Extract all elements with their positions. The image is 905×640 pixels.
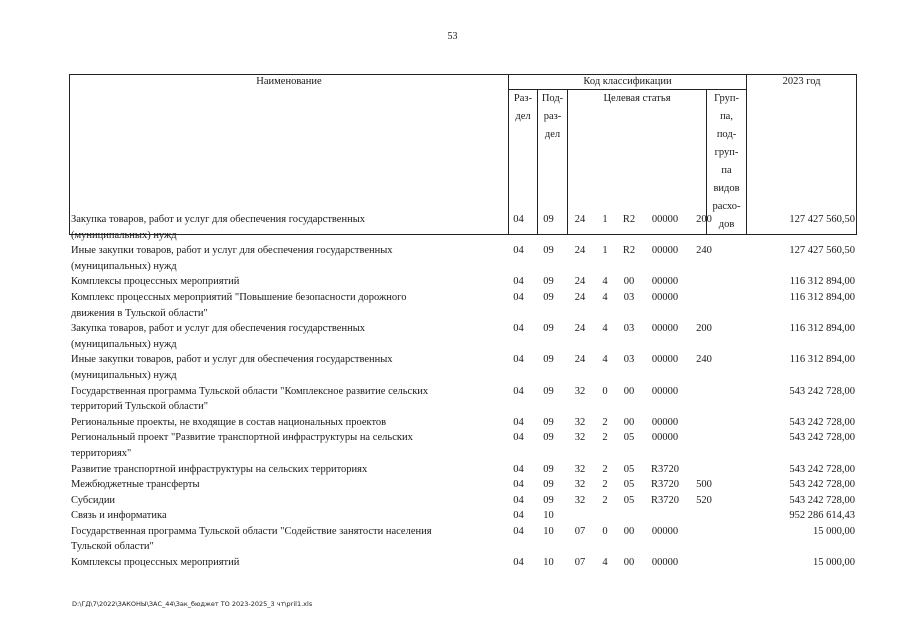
row-name-cell — [69, 462, 505, 478]
subsection-cell: 09 — [543, 354, 554, 366]
section-cell: 04 — [513, 385, 524, 397]
row-name-cell — [69, 524, 505, 555]
expense-group-cell — [687, 384, 721, 415]
expense-group-cell — [687, 524, 721, 555]
target-program-cell: 24 — [574, 214, 586, 225]
table-row — [69, 415, 856, 431]
section-cell: 04 — [513, 354, 524, 366]
subsection-cell: 09 — [543, 291, 554, 303]
subsection-cell: 09 — [543, 416, 554, 428]
target-event-cell: 05 — [623, 432, 635, 444]
subsection-cell: 09 — [543, 432, 554, 444]
row-name-line: Развитие транспортной инфраструктуры на сельских территориях — [71, 463, 368, 475]
target-program-cell: 32 — [574, 463, 586, 475]
target-direction-cell: R3720 — [650, 494, 679, 506]
target-subprogram-cell: 2 — [602, 463, 608, 475]
row-name-line: Региональный проект "Развитие транспортной инфраструктуры на сельских — [71, 432, 413, 444]
table-row — [69, 555, 856, 571]
row-name-line: территориях" — [71, 447, 132, 459]
row-name-cell — [69, 212, 505, 243]
amount-cell: 127 427 560,50 — [789, 214, 855, 225]
expense-group-cell: 500 — [696, 479, 712, 491]
row-name-line: движения в Тульской области" — [71, 307, 208, 319]
target-program-cell: 24 — [574, 354, 586, 366]
subsection-cell: 09 — [543, 245, 554, 257]
target-program-cell: 24 — [574, 323, 586, 335]
table-row — [69, 290, 856, 321]
target-event-cell: 05 — [623, 479, 635, 491]
section-cell: 04 — [513, 557, 524, 569]
section-cell: 04 — [513, 432, 524, 444]
target-program-cell: 07 — [574, 557, 586, 569]
subsection-cell: 09 — [543, 479, 554, 491]
target-subprogram-cell — [595, 508, 615, 524]
target-program-cell: 07 — [574, 525, 586, 537]
target-subprogram-cell: 4 — [602, 354, 608, 366]
row-name-line: Закупка товаров, работ и услуг для обеспечения государственных — [71, 214, 366, 225]
target-event-cell: 05 — [623, 494, 635, 506]
header-classification: Код классификации — [509, 75, 747, 90]
expense-group-cell: 240 — [696, 354, 712, 366]
subsection-cell: 09 — [543, 463, 554, 475]
target-direction-cell: 00000 — [651, 354, 679, 366]
amount-cell: 15 000,00 — [813, 525, 855, 537]
amount-cell: 543 242 728,00 — [789, 385, 855, 397]
target-direction-cell: 00000 — [651, 214, 679, 225]
header-year: 2023 год — [747, 75, 857, 235]
row-name-cell — [69, 415, 505, 431]
target-subprogram-cell: 4 — [602, 276, 608, 288]
row-name-cell — [69, 477, 505, 493]
target-subprogram-cell: 1 — [602, 214, 608, 225]
section-cell: 04 — [513, 214, 524, 225]
header-target-article: Целевая статья — [568, 90, 707, 235]
row-name-line: (муниципальных) нужд — [71, 229, 177, 241]
target-direction-cell: 00000 — [651, 432, 679, 444]
row-name-cell — [69, 384, 505, 415]
header-group-line: видов — [713, 183, 740, 194]
target-event-cell: 00 — [623, 525, 635, 537]
row-name-line: Субсидии — [71, 494, 116, 506]
subsection-cell: 09 — [543, 494, 554, 506]
target-direction-cell: 00000 — [651, 245, 679, 257]
header-section-line: дел — [515, 111, 531, 122]
section-cell: 04 — [513, 416, 524, 428]
expense-group-cell: 520 — [696, 494, 712, 506]
row-name-line: Межбюджетные трансферты — [71, 479, 200, 491]
subsection-cell: 10 — [543, 525, 554, 537]
target-direction-cell: 00000 — [651, 525, 679, 537]
target-subprogram-cell: 1 — [602, 245, 608, 257]
target-program-cell: 32 — [574, 385, 586, 397]
amount-cell: 543 242 728,00 — [789, 494, 855, 506]
target-program-cell — [565, 508, 595, 524]
row-name-line: Закупка товаров, работ и услуг для обеспечения государственных — [71, 323, 366, 335]
table-row — [69, 274, 856, 290]
target-event-cell: 00 — [623, 416, 635, 428]
section-cell: 04 — [513, 323, 524, 335]
target-direction-cell: R3720 — [650, 463, 679, 475]
row-name-line: Комплекс процессных мероприятий "Повышение безопасности дорожного — [71, 291, 407, 303]
header-group-line: па — [721, 165, 732, 176]
target-event-cell: 03 — [623, 291, 635, 303]
target-direction-cell: 00000 — [651, 416, 679, 428]
section-cell: 04 — [513, 245, 524, 257]
section-cell: 04 — [513, 510, 524, 522]
target-direction-cell — [643, 508, 687, 524]
subsection-cell: 09 — [543, 385, 554, 397]
file-path-footer: D:\ГД\7\2022\ЗАКОНЫ\ЗАС_44\Зак_бюджет ТО 2023-2025_3 чт\pril1.xls — [72, 600, 313, 608]
row-name-cell — [69, 430, 505, 461]
row-name-line: Государственная программа Тульской области "Содействие занятости населения — [71, 525, 432, 537]
header-subsection-line: раз- — [543, 111, 562, 122]
subsection-cell: 10 — [543, 510, 554, 522]
page-number: 53 — [447, 31, 458, 42]
table-row — [69, 430, 856, 461]
row-name-cell — [69, 321, 505, 352]
table-row — [69, 493, 856, 509]
subsection-cell: 09 — [543, 323, 554, 335]
amount-cell: 116 312 894,00 — [789, 323, 855, 335]
target-event-cell: R2 — [622, 214, 636, 225]
subsection-cell: 09 — [543, 214, 554, 225]
target-subprogram-cell: 2 — [602, 494, 608, 506]
target-event-cell: 05 — [623, 463, 635, 475]
expense-group-cell — [687, 274, 721, 290]
amount-cell: 15 000,00 — [813, 557, 855, 569]
target-program-cell: 32 — [574, 494, 586, 506]
row-name-line: Региональные проекты, не входящие в состав национальных проектов — [71, 416, 387, 428]
header-group-line: дов — [718, 219, 735, 230]
amount-cell: 543 242 728,00 — [789, 416, 855, 428]
subsection-cell: 10 — [543, 557, 554, 569]
section-cell: 04 — [513, 479, 524, 491]
row-name-line: (муниципальных) нужд — [71, 260, 177, 272]
target-event-cell — [615, 508, 643, 524]
amount-cell: 116 312 894,00 — [789, 354, 855, 366]
target-subprogram-cell: 4 — [602, 557, 608, 569]
header-group-line: па, — [720, 111, 733, 122]
header-section-line: Раз- — [513, 93, 533, 104]
target-event-cell: 00 — [623, 276, 635, 288]
row-name-line: (муниципальных) нужд — [71, 338, 177, 350]
row-name-line: Иные закупки товаров, работ и услуг для обеспечения государственных — [71, 245, 393, 257]
expense-group-cell — [687, 555, 721, 571]
row-name-line: Иные закупки товаров, работ и услуг для обеспечения государственных — [71, 354, 393, 366]
row-name-line: Комплексы процессных мероприятий — [71, 557, 240, 569]
target-subprogram-cell: 2 — [602, 432, 608, 444]
header-subsection-line: Под- — [541, 93, 564, 104]
row-name-line: (муниципальных) нужд — [71, 369, 177, 381]
target-direction-cell: 00000 — [651, 385, 679, 397]
amount-cell: 543 242 728,00 — [789, 432, 855, 444]
header-group-line: расхо- — [712, 201, 741, 212]
amount-cell: 543 242 728,00 — [789, 463, 855, 475]
target-event-cell: 00 — [623, 385, 635, 397]
target-program-cell: 32 — [574, 416, 586, 428]
target-direction-cell: 00000 — [651, 291, 679, 303]
amount-cell: 116 312 894,00 — [789, 291, 855, 303]
target-program-cell: 24 — [574, 291, 586, 303]
header-name: Наименование — [70, 75, 509, 235]
section-cell: 04 — [513, 291, 524, 303]
expense-group-cell: 200 — [696, 323, 712, 335]
section-cell: 04 — [513, 494, 524, 506]
target-program-cell: 32 — [574, 432, 586, 444]
table-row — [69, 212, 856, 243]
table-row — [69, 462, 856, 478]
row-name-line: Связь и информатика — [71, 510, 167, 522]
target-subprogram-cell: 0 — [602, 385, 608, 397]
table-row — [69, 243, 856, 274]
row-name-cell — [69, 493, 505, 509]
target-direction-cell: 00000 — [651, 323, 679, 335]
amount-cell: 116 312 894,00 — [789, 276, 855, 288]
expense-group-cell — [687, 290, 721, 321]
section-cell: 04 — [513, 525, 524, 537]
table-row — [69, 321, 856, 352]
row-name-line: Тульской области" — [71, 541, 154, 553]
row-name-line: Государственная программа Тульской области "Комплексное развитие сельских — [71, 385, 429, 397]
row-name-cell — [69, 352, 505, 383]
target-program-cell: 32 — [574, 479, 586, 491]
table-row — [69, 508, 856, 524]
row-name-cell — [69, 290, 505, 321]
target-direction-cell: 00000 — [651, 557, 679, 569]
expense-group-cell — [687, 415, 721, 431]
target-event-cell: 03 — [623, 354, 635, 366]
row-name-line: территорий Тульской области" — [71, 401, 208, 413]
target-direction-cell: 00000 — [651, 276, 679, 288]
expense-group-cell — [687, 462, 721, 478]
row-name-cell — [69, 274, 505, 290]
header-table — [69, 74, 857, 235]
target-subprogram-cell: 2 — [602, 416, 608, 428]
amount-cell: 952 286 614,43 — [789, 510, 855, 522]
subsection-cell: 09 — [543, 276, 554, 288]
table-row — [69, 352, 856, 383]
target-subprogram-cell: 4 — [602, 291, 608, 303]
header-group-line: Груп- — [714, 93, 739, 104]
target-subprogram-cell: 2 — [602, 479, 608, 491]
row-name-line: Комплексы процессных мероприятий — [71, 276, 240, 288]
row-name-cell — [69, 243, 505, 274]
expense-group-cell — [687, 430, 721, 461]
expense-group-cell: 200 — [696, 214, 712, 225]
target-program-cell: 24 — [574, 276, 586, 288]
target-event-cell: 03 — [623, 323, 635, 335]
table-row — [69, 524, 856, 555]
table-row — [69, 384, 856, 415]
row-name-cell — [69, 508, 505, 524]
budget-table-body — [69, 212, 856, 571]
section-cell: 04 — [513, 276, 524, 288]
target-program-cell: 24 — [574, 245, 586, 257]
target-event-cell: R2 — [622, 245, 636, 257]
expense-group-cell: 240 — [696, 245, 712, 257]
header-group-line: груп- — [714, 147, 739, 158]
target-subprogram-cell: 4 — [602, 323, 608, 335]
section-cell: 04 — [513, 463, 524, 475]
amount-cell: 543 242 728,00 — [789, 479, 855, 491]
header-group-line: под- — [716, 129, 737, 140]
table-row — [69, 477, 856, 493]
expense-group-cell — [687, 508, 721, 524]
amount-cell: 127 427 560,50 — [789, 245, 855, 257]
target-direction-cell: R3720 — [650, 479, 679, 491]
target-event-cell: 00 — [623, 557, 635, 569]
header-subsection-line: дел — [544, 129, 561, 140]
target-subprogram-cell: 0 — [602, 525, 608, 537]
row-name-cell — [69, 555, 505, 571]
